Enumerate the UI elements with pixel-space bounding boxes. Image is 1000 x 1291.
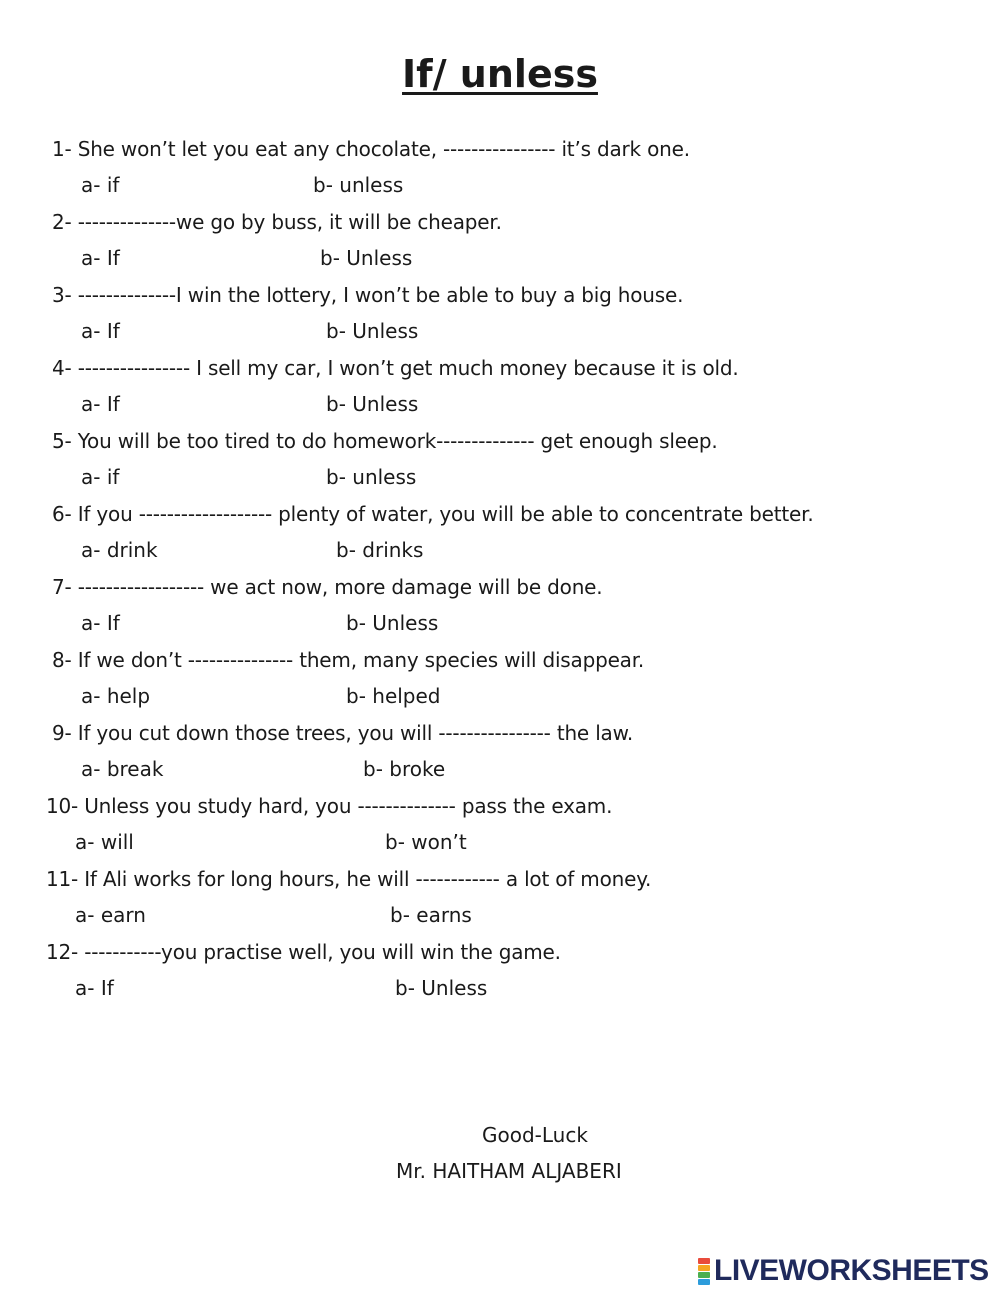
worksheet-title-text: If/ unless: [402, 52, 598, 96]
question-9-option-a[interactable]: a- break: [81, 757, 164, 781]
liveworksheets-logo: [698, 1256, 989, 1286]
question-1-option-a[interactable]: a- if: [81, 173, 120, 197]
question-6-text: 6- If you ------------------- plenty of water, you will be able to concentrate better.: [52, 502, 814, 526]
question-10-option-a[interactable]: a- will: [75, 830, 134, 854]
question-5-option-b[interactable]: b- unless: [326, 465, 417, 489]
question-3-option-a[interactable]: a- If: [81, 319, 120, 343]
question-3-text: 3- --------------I win the lottery, I won’t be able to buy a big house.: [52, 283, 684, 307]
question-11-text: 11- If Ali works for long hours, he will ------------ a lot of money.: [46, 867, 652, 891]
question-12-option-a[interactable]: a- If: [75, 976, 114, 1000]
logo-block-l: [698, 1258, 710, 1264]
question-2-text: 2- --------------we go by buss, it will be cheaper.: [52, 210, 502, 234]
question-8-option-b[interactable]: b- helped: [346, 684, 441, 708]
logo-block-e: [698, 1279, 710, 1285]
question-2-option-a[interactable]: a- If: [81, 246, 120, 270]
liveworksheets-wordmark: LIVEWORKSHEETS: [714, 1254, 989, 1287]
question-12-text: 12- -----------you practise well, you will win the game.: [46, 940, 561, 964]
question-5-text: 5- You will be too tired to do homework-------------- get enough sleep.: [52, 429, 718, 453]
question-7-option-b[interactable]: b- Unless: [346, 611, 439, 635]
question-10-option-b[interactable]: b- won’t: [385, 830, 467, 854]
worksheet-title: [0, 52, 1000, 98]
question-1-option-b[interactable]: b- unless: [313, 173, 404, 197]
question-9-option-b[interactable]: b- broke: [363, 757, 446, 781]
question-11-option-a[interactable]: a- earn: [75, 903, 146, 927]
question-3-option-b[interactable]: b- Unless: [326, 319, 419, 343]
question-8-option-a[interactable]: a- help: [81, 684, 151, 708]
question-1-text: 1- She won’t let you eat any chocolate, ---------------- it’s dark one.: [52, 137, 690, 161]
question-11-option-b[interactable]: b- earns: [390, 903, 472, 927]
question-12-option-b[interactable]: b- Unless: [395, 976, 488, 1000]
logo-block-i: [698, 1265, 710, 1271]
good-luck-text: Good-Luck: [482, 1123, 588, 1147]
question-4-option-a[interactable]: a- If: [81, 392, 120, 416]
question-5-option-a[interactable]: a- if: [81, 465, 120, 489]
question-2-option-b[interactable]: b- Unless: [320, 246, 413, 270]
question-7-text: 7- ------------------ we act now, more damage will be done.: [52, 575, 603, 599]
question-4-option-b[interactable]: b- Unless: [326, 392, 419, 416]
question-9-text: 9- If you cut down those trees, you will ---------------- the law.: [52, 721, 634, 745]
question-4-text: 4- ---------------- I sell my car, I won’t get much money because it is old.: [52, 356, 739, 380]
question-6-option-a[interactable]: a- drink: [81, 538, 158, 562]
question-7-option-a[interactable]: a- If: [81, 611, 120, 635]
question-8-text: 8- If we don’t --------------- them, many species will disappear.: [52, 648, 645, 672]
teacher-name: Mr. HAITHAM ALJABERI: [396, 1159, 622, 1183]
question-6-option-b[interactable]: b- drinks: [336, 538, 424, 562]
question-10-text: 10- Unless you study hard, you -------------- pass the exam.: [46, 794, 613, 818]
logo-block-v: [698, 1272, 710, 1278]
liveworksheets-logo-icon: [698, 1258, 710, 1285]
